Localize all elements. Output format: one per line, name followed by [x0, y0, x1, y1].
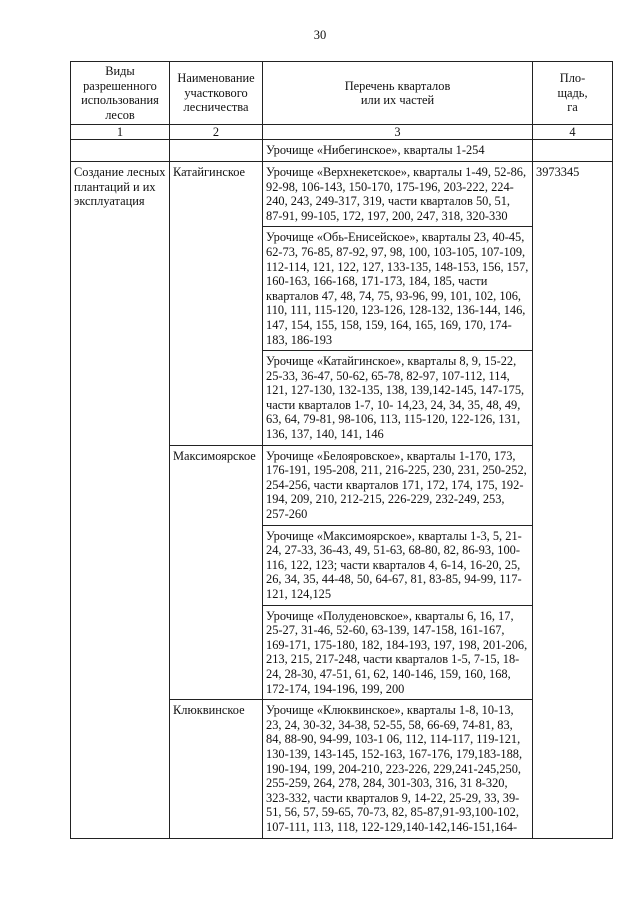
header-line: Пло-: [559, 71, 586, 86]
quarters-cell: Урочище «Верхнекетское», кварталы 1-49, 52-86, 92-98, 106-143, 150-170, 175-196, 203-222, 224-240, 243, 249-317, 319, части кварталов 50, 51, 87-91, 99-105, 172, 197, 200, 247, 318, 320-330: [263, 161, 533, 226]
header-line: участкового: [184, 85, 248, 100]
table-row: [71, 140, 613, 162]
header-quarters-list: [263, 62, 533, 125]
forestry-cell: Катайгинское: [170, 161, 263, 445]
header-line: Виды: [105, 64, 135, 78]
header-line: лесов: [105, 107, 135, 122]
forest-use-table: [70, 61, 613, 839]
quarters-cell: Урочище «Клюквинское», кварталы 1-8, 10-13, 23, 24, 30-32, 34-38, 52-55, 58, 66-69, 74-81, 83, 84, 88-90, 94-99, 103-1 06, 112, 114-117, 119-121, 130-139, 143-145, 152-163, 167-176, 179,183-188, 190-194, 199, 204-210, 223-226, 229,241-245,250, 255-259, 264, 278, 284, 301-303, 316, 31 8-320, 323-332, части кварталов 9, 14-22, 25-29, 33, 39-51, 56, 57, 59-65, 70-73, 82, 85-87,91-93,100-102, 107-111, 113, 118, 122-129,140-142,146-151,164-: [263, 700, 533, 838]
column-number: 3: [263, 125, 533, 140]
header-line: разрешенного: [83, 78, 157, 93]
quarters-cell: Урочище «Белояровское», кварталы 1-170, 173, 176-191, 195-208, 211, 216-225, 230, 231, 250-252, 254-256, части кварталов 171, 172, 174, 175, 192-194, 209, 210, 212-215, 226-229, 232-249, 253, 257-260: [263, 445, 533, 525]
header-line: или их частей: [360, 93, 435, 108]
column-number: 1: [71, 125, 170, 140]
quarters-cell: Урочище «Полуденовское», кварталы 6, 16, 17, 25-27, 31-46, 52-60, 63-139, 147-158, 161-167, 169-171, 175-180, 182, 184-193, 197, 198, 201-206, 213, 215, 217-248, части кварталов 1-5, 7-15, 18-24, 28-30, 47-51, 61, 62, 140-146, 159, 160, 168, 172-174, 194-196, 199, 200: [263, 605, 533, 700]
header-usage-type: [71, 62, 170, 125]
quarters-cell: Урочище «Обь-Енисейское», кварталы 23, 40-45, 62-73, 76-85, 87-92, 97, 98, 100, 103-105, 107-109, 112-114, 121, 122, 127, 133-135, 148-153, 156, 157, 160-163, 166-168, 171-173, 184, 185, части кварталов 47, 48, 74, 75, 93-96, 99, 101, 102, 106, 110, 111, 115-120, 123-126, 128-132, 136-144, 146, 147, 154, 155, 158, 159, 164, 165, 169, 170, 174-183, 186-193: [263, 227, 533, 351]
header-line: га: [567, 100, 578, 115]
header-line: Наименование: [177, 71, 255, 86]
header-line: щадь,: [557, 85, 588, 100]
header-forestry-name: [170, 62, 263, 125]
header-line: использования: [81, 93, 159, 108]
quarters-cell: Урочище «Максимоярское», кварталы 1-3, 5, 21-24, 27-33, 36-43, 49, 51-63, 68-80, 82, 86-93, 100-116, 122, 123; части кварталов 4, 6-14, 16-20, 25, 26, 34, 35, 44-48, 50, 64-67, 81, 83-85, 94-99, 117-121, 124,125: [263, 525, 533, 605]
column-number-row: [71, 125, 613, 140]
quarters-cell: Урочище «Катайгинское», кварталы 8, 9, 15-22, 25-33, 36-47, 50-62, 65-78, 82-97, 107-112, 114, 121, 127-130, 132-135, 138, 139,142-145, 147-175, части кварталов 1-7, 10- 14,23, 24, 34, 35, 48, 49, 63, 64, 79-81, 98-106, 113, 115-120, 122-126, 131, 136, 137, 140, 141, 146: [263, 351, 533, 446]
table-row: [71, 161, 613, 226]
table-header-row: [71, 62, 613, 125]
forestry-cell: Клюквинское: [170, 700, 263, 838]
usage-type-cell: Создание лесных плантаций и их эксплуатация: [71, 161, 170, 838]
column-number: 2: [170, 125, 263, 140]
header-area: [533, 62, 613, 125]
column-number: 4: [533, 125, 613, 140]
quarters-cell: Урочище «Нибегинское», кварталы 1-254: [263, 140, 533, 162]
forestry-cell: Максимоярское: [170, 445, 263, 700]
area-cell: 3973345: [533, 161, 613, 838]
page-number: 30: [313, 28, 327, 42]
header-line: лесничества: [183, 100, 249, 115]
header-line: Перечень кварталов: [344, 78, 451, 93]
